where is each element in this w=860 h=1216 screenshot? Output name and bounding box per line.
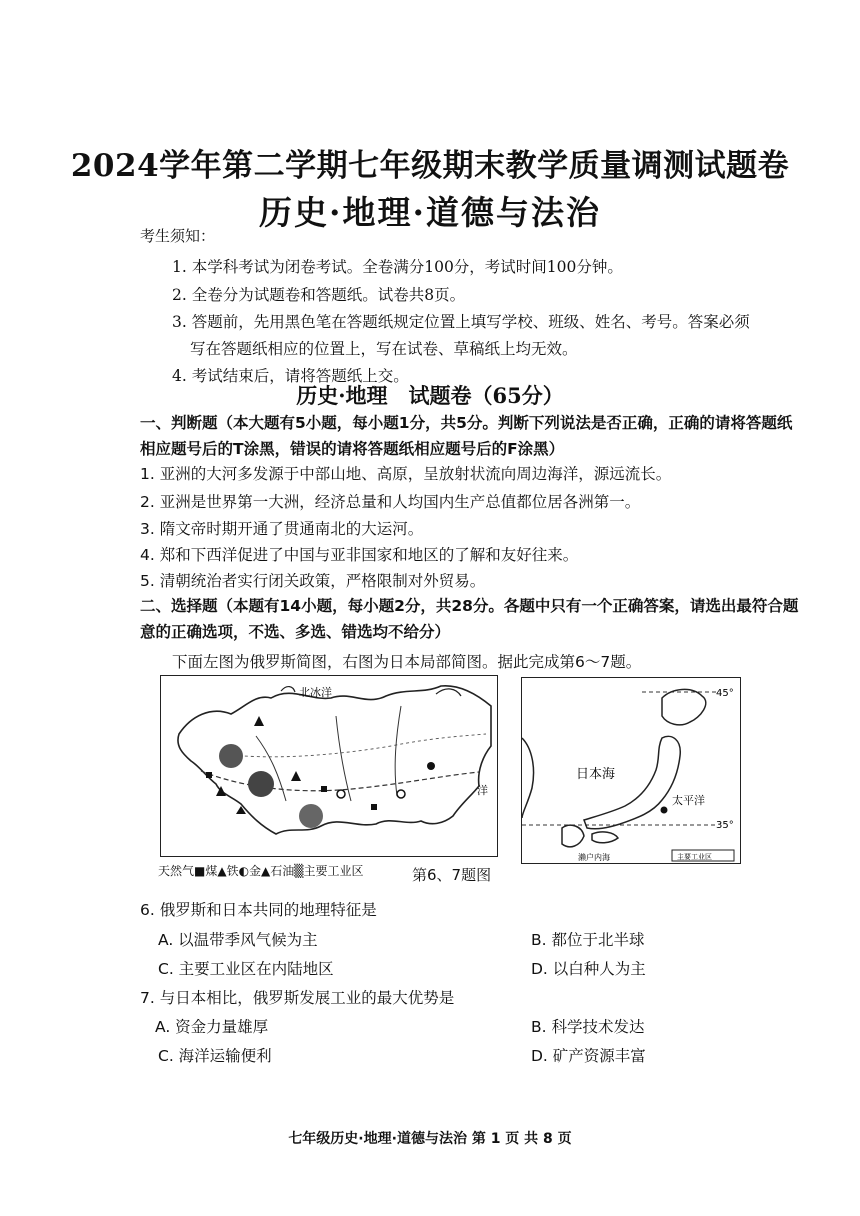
- question-item: 5. 清朝统治者实行闭关政策，严格限制对外贸易。: [140, 572, 486, 590]
- notice-item: 4. 考试结束后，请将答题纸上交。: [172, 367, 409, 385]
- map-label-lat45: 45°: [716, 688, 734, 699]
- map-label-lat35: 35°: [716, 820, 734, 831]
- option-d: D. 以白种人为主: [531, 960, 646, 978]
- option-b: B. 科学技术发达: [531, 1018, 645, 1036]
- part2-intro: 下面左图为俄罗斯简图，右图为日本局部简图。据此完成第6～7题。: [172, 653, 642, 671]
- exam-title: 2024学年第二学期七年级期末教学质量调测试题卷: [70, 148, 790, 184]
- figure-caption: 第6、7题图: [412, 866, 492, 884]
- option-b: B. 都位于北半球: [531, 931, 645, 949]
- option-a: A. 以温带季风气候为主: [158, 931, 318, 949]
- notice-item: 写在答题纸相应的位置上，写在试卷、草稿纸上均无效。: [190, 340, 578, 358]
- question-stem: 6. 俄罗斯和日本共同的地理特征是: [140, 901, 377, 919]
- option-c: C. 海洋运输便利: [158, 1047, 272, 1065]
- map-label-arctic: 北冰洋: [299, 686, 332, 699]
- part2-heading: 二、选择题（本题有14小题，每小题2分，共28分。各题中只有一个正确答案，请选出最符合题意的正确选项，不选、多选、错选均不给分）: [140, 597, 799, 641]
- part1-heading: 一、判断题（本大题有5小题，每小题1分，共5分。判断下列说法是否正确，正确的请将答题纸相应题号后的T涂黑，错误的请将答题纸相应题号后的F涂黑）: [140, 414, 793, 458]
- russia-map-drawing: [161, 676, 497, 856]
- option-c: C. 主要工业区在内陆地区: [158, 960, 334, 978]
- notice-item: 1. 本学科考试为闭卷考试。全卷满分100分，考试时间100分钟。: [172, 258, 623, 276]
- map-label-sea-of-japan: 日本海: [576, 767, 616, 782]
- map-label-pacific: 太平洋: [672, 794, 705, 807]
- notice-item: 3. 答题前，先用黑色笔在答题纸规定位置上填写学校、班级、姓名、考号。答案必须: [172, 313, 750, 331]
- notice-heading: 考生须知：: [140, 227, 216, 245]
- question-item: 4. 郑和下西洋促进了中国与亚非国家和地区的了解和友好往来。: [140, 546, 579, 564]
- map-label-ocean: 洋: [477, 784, 488, 797]
- map-label-inland-sea: 濑户内海: [578, 853, 610, 862]
- map-legend: 天然气■煤▲铁◐金▲石油▒主要工业区: [158, 864, 364, 878]
- japan-map-drawing: [522, 678, 740, 863]
- option-d: D. 矿产资源丰富: [531, 1047, 646, 1065]
- question-item: 3. 隋文帝时期开通了贯通南北的大运河。: [140, 520, 424, 538]
- notice-item: 2. 全卷分为试题卷和答题纸。试卷共8页。: [172, 286, 466, 304]
- question-stem: 7. 与日本相比，俄罗斯发展工业的最大优势是: [140, 989, 455, 1007]
- map-legend-text: 主要工业区: [677, 853, 712, 861]
- japan-map: [521, 677, 741, 864]
- section-title: 历史·地理 试题卷（65分）: [296, 383, 564, 408]
- exam-subtitle: 历史·地理·道德与法治: [259, 193, 601, 232]
- russia-map: [160, 675, 498, 857]
- option-a: A. 资金力量雄厚: [155, 1018, 269, 1036]
- question-item: 2. 亚洲是世界第一大洲，经济总量和人均国内生产总值都位居各洲第一。: [140, 493, 641, 511]
- question-item: 1. 亚洲的大河多发源于中部山地、高原，呈放射状流向周边海洋，源远流长。: [140, 465, 672, 483]
- page-footer: 七年级历史·地理·道德与法治 第 1 页 共 8 页: [288, 1131, 572, 1147]
